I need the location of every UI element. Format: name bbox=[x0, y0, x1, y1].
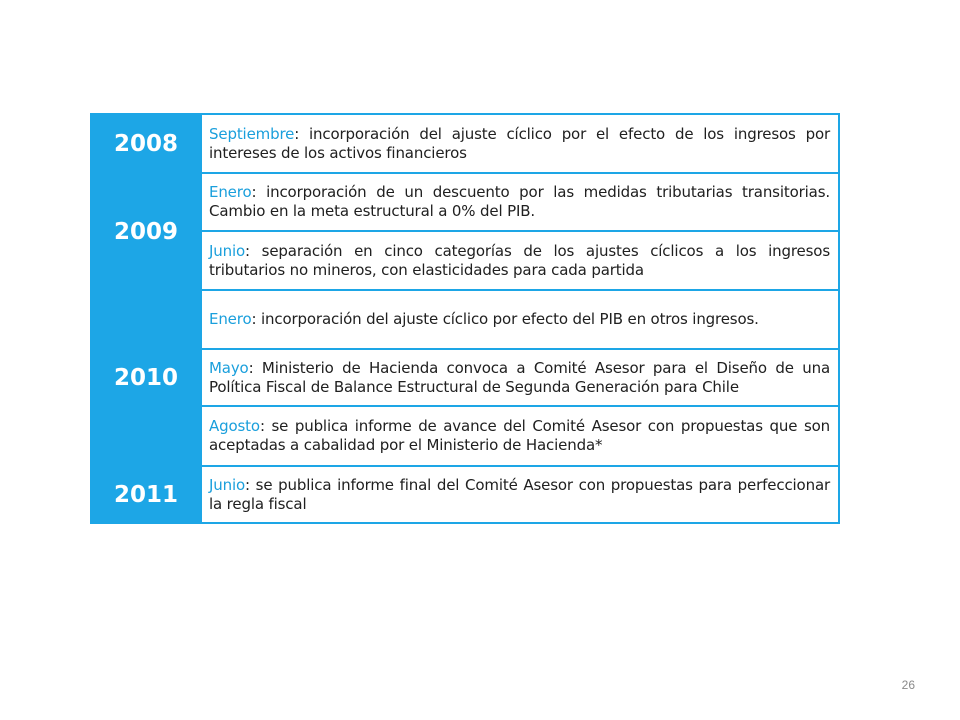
entry-month: Enero bbox=[209, 183, 252, 201]
timeline-entry bbox=[202, 407, 838, 465]
entry-text bbox=[209, 310, 830, 329]
year-group-2008 bbox=[90, 115, 840, 172]
year-label: 2011 bbox=[113, 481, 178, 508]
timeline-entry bbox=[202, 291, 838, 348]
entry-month: Mayo bbox=[209, 358, 249, 377]
entry-month: Septiembre bbox=[209, 124, 295, 143]
entry-month: Enero bbox=[209, 310, 252, 328]
year-label: 2008 bbox=[113, 130, 178, 157]
entry-description: : se publica informe final del Comité Asesor con propuestas para perfeccionar la regla fiscal bbox=[209, 475, 830, 513]
page-number: 26 bbox=[901, 678, 915, 692]
entry-text bbox=[209, 242, 830, 280]
timeline-table bbox=[90, 113, 840, 524]
entry-month: Junio bbox=[209, 475, 246, 494]
year-group-2011 bbox=[90, 467, 840, 522]
entry-text bbox=[209, 476, 830, 514]
timeline-entry bbox=[202, 115, 838, 172]
entry-description: : incorporación de un descuento por las medidas tributarias transitorias. Cambio en la meta estructural a 0% del PIB. bbox=[209, 183, 830, 220]
entry-month: Junio bbox=[209, 241, 246, 260]
timeline-entry bbox=[202, 350, 838, 405]
entry-text bbox=[209, 183, 830, 221]
entry-text bbox=[209, 417, 830, 455]
entry-text bbox=[209, 125, 830, 163]
timeline-entry bbox=[202, 232, 838, 289]
entry-description: : incorporación del ajuste cíclico por el efecto de los ingresos por intereses de los activos financieros bbox=[209, 124, 830, 162]
year-label: 2010 bbox=[113, 365, 178, 391]
year-label: 2009 bbox=[113, 218, 178, 245]
entry-text bbox=[209, 359, 830, 397]
entry-description: : incorporación del ajuste cíclico por efecto del PIB en otros ingresos. bbox=[251, 310, 759, 328]
year-group-2010 bbox=[90, 291, 840, 465]
entry-description: : Ministerio de Hacienda convoca a Comité Asesor para el Diseño de una Política Fiscal de Balance Estructural de Segunda Generación para Chile bbox=[209, 358, 830, 396]
entry-month: Agosto bbox=[209, 417, 260, 435]
entry-description: : separación en cinco categorías de los ajustes cíclicos a los ingresos tributarios no mineros, con elasticidades para cada partida bbox=[209, 241, 830, 279]
entry-description: : se publica informe de avance del Comité Asesor con propuestas que son aceptadas a cabalidad por el Ministerio de Hacienda* bbox=[209, 417, 830, 454]
timeline-entry bbox=[202, 174, 838, 230]
timeline-entry bbox=[202, 467, 838, 522]
year-group-2009 bbox=[90, 174, 840, 289]
